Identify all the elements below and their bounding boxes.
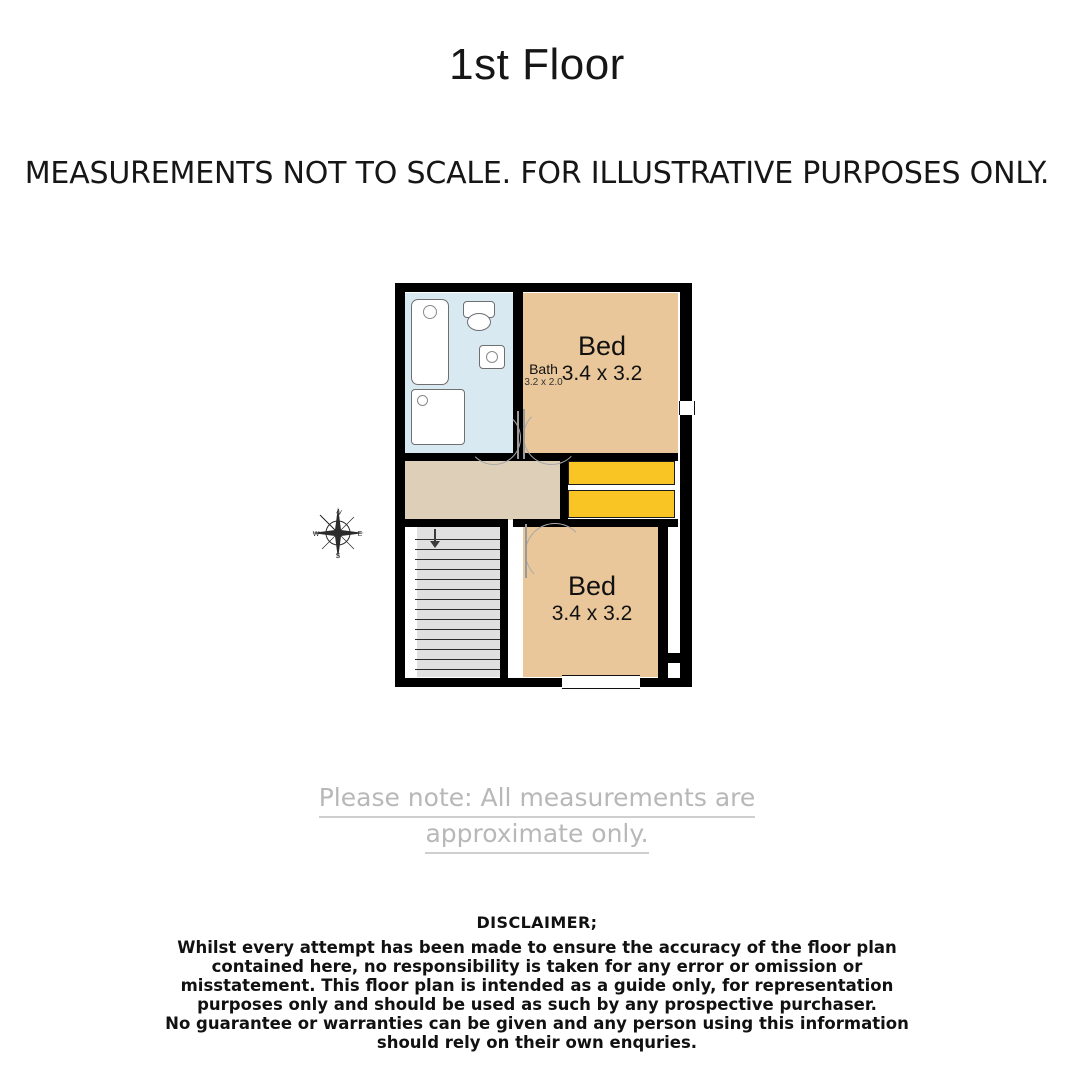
svg-text:W: W [312, 531, 320, 538]
disclaimer-line-6: should rely on their own enquries. [376, 1033, 698, 1052]
wall-bottom [395, 678, 692, 687]
fitting-lower-yellow [568, 490, 675, 518]
disclaimer-line-2: contained here, no responsibility is taken for any error or omission or [211, 957, 863, 976]
compass-rose-icon [310, 505, 366, 561]
disclaimer-body [0, 938, 1074, 1052]
stairs-direction-arrow-icon [427, 529, 443, 552]
wall-left [395, 283, 405, 687]
wall-rear-step [658, 653, 688, 663]
room-label-bed-bottom-group [523, 571, 661, 627]
room-label-bed-top-group [523, 331, 681, 387]
wall-right-lower [680, 411, 692, 681]
measurement-note [0, 782, 1074, 854]
disclaimer-line-3: misstatement. This floor plan is intended as a guide only, for representation [180, 976, 894, 995]
measurement-note-line2: approximate only. [425, 818, 648, 854]
room-dims-bath: 3.2 x 2.0 [524, 377, 563, 388]
fitting-upper-yellow [568, 461, 675, 485]
disclaimer-title: DISCLAIMER; [476, 913, 598, 932]
room-dims-bed-top: 3.4 x 3.2 [561, 362, 643, 385]
measurement-note-line1: Please note: All measurements are [319, 782, 756, 818]
landing-fill [405, 460, 560, 520]
window-bed-bottom [562, 675, 640, 689]
bathtub-tap-icon [423, 305, 437, 319]
door-leaf-bed-bottom [525, 524, 527, 578]
svg-text:S: S [335, 553, 341, 560]
room-label-bath: Bath [529, 361, 558, 377]
wall-landing-right [560, 460, 568, 520]
room-dims-bed-bottom: 3.4 x 3.2 [551, 602, 633, 625]
page-title: 1st Floor [449, 40, 625, 89]
room-label-bed-top: Bed [577, 331, 627, 361]
door-arc-bed-top [523, 408, 580, 465]
toilet-bowl [467, 313, 491, 331]
room-label-bed-bottom: Bed [567, 571, 617, 601]
arrow-down-icon [427, 529, 443, 549]
wall-landing-bottom-left [405, 519, 505, 527]
window-bed-top-right [679, 401, 695, 415]
disclaimer-line-5: No guarantee or warranties can be given and any person using this information [165, 1014, 909, 1033]
disclaimer-line-4: purposes only and should be used as such by any prospective purchaser. [197, 995, 877, 1014]
wall-stair-right [500, 527, 508, 679]
door-arc-bath [467, 411, 521, 465]
floorplan-drawing [395, 283, 692, 687]
door-leaf-bath [517, 411, 519, 459]
scale-disclaimer-heading: MEASUREMENTS NOT TO SCALE. FOR ILLUSTRATIVE PURPOSES ONLY. [24, 156, 1050, 191]
wall-landing-bottom-right [513, 519, 678, 527]
door-leaf-bed-top [523, 409, 525, 459]
wall-top [395, 283, 692, 292]
svg-text:E: E [357, 531, 363, 538]
shower-drain [417, 395, 428, 406]
svg-text:N: N [334, 508, 343, 517]
stairs-treads [415, 539, 500, 677]
disclaimer-line-1: Whilst every attempt has been made to ensure the accuracy of the floor plan [177, 938, 897, 957]
